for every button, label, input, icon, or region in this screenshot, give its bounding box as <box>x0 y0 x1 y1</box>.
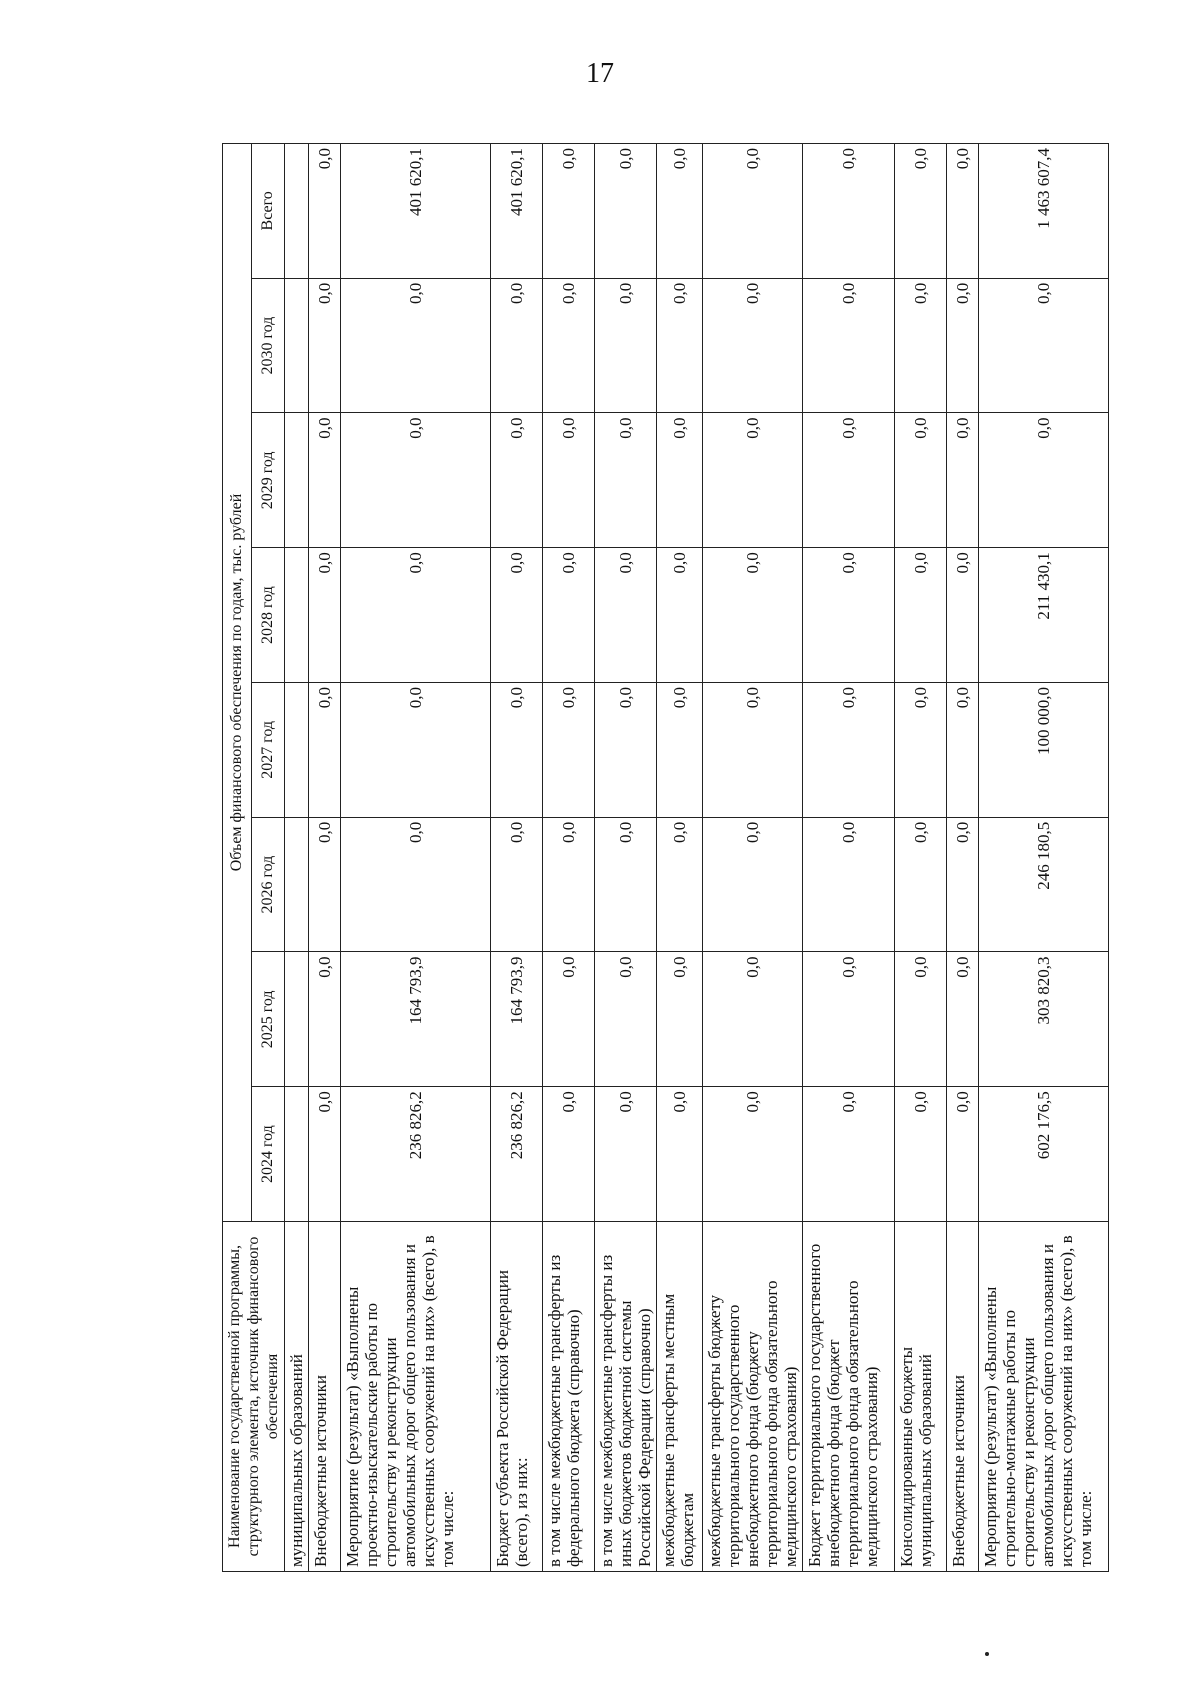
row-label: Консолидированные бюджеты муниципальных образований <box>895 1222 947 1572</box>
row-value: 0,0 <box>543 683 595 818</box>
row-label: Внебюджетные источники <box>309 1222 341 1572</box>
row-value <box>285 278 309 413</box>
row-value: 0,0 <box>341 548 491 683</box>
row-value: 0,0 <box>309 683 341 818</box>
row-value <box>285 1087 309 1222</box>
row-value: 0,0 <box>895 143 947 278</box>
table-row <box>803 143 895 1571</box>
row-value: 0,0 <box>703 278 803 413</box>
row-value: 0,0 <box>543 278 595 413</box>
header-year-2024: 2024 год <box>251 1087 284 1222</box>
row-value: 0,0 <box>979 278 1109 413</box>
header-year-2025: 2025 год <box>251 952 284 1087</box>
header-total: Всего <box>251 143 284 278</box>
row-value: 0,0 <box>947 952 979 1087</box>
row-value: 0,0 <box>657 683 703 818</box>
table-row <box>309 143 341 1571</box>
table-row <box>947 143 979 1571</box>
row-label: муниципальных образований <box>285 1222 309 1572</box>
row-value: 0,0 <box>803 413 895 548</box>
row-value: 0,0 <box>309 1087 341 1222</box>
row-value: 0,0 <box>543 143 595 278</box>
row-value: 246 180,5 <box>979 817 1109 952</box>
row-value: 0,0 <box>595 952 657 1087</box>
row-value: 0,0 <box>947 683 979 818</box>
row-value: 0,0 <box>657 548 703 683</box>
row-value: 0,0 <box>309 548 341 683</box>
header-name-column: Наименование государственной программы, структурного элемента, источник финансового обеспечения <box>223 1222 285 1572</box>
row-value: 0,0 <box>543 413 595 548</box>
row-value: 0,0 <box>895 952 947 1087</box>
row-value <box>285 952 309 1087</box>
row-value: 0,0 <box>895 413 947 548</box>
header-year-2029: 2029 год <box>251 413 284 548</box>
row-label: Внебюджетные источники <box>947 1222 979 1572</box>
row-value: 0,0 <box>895 1087 947 1222</box>
row-value: 236 826,2 <box>491 1087 543 1222</box>
table-row <box>979 143 1109 1571</box>
row-value: 0,0 <box>595 1087 657 1222</box>
row-value: 164 793,9 <box>491 952 543 1087</box>
row-value: 0,0 <box>657 952 703 1087</box>
row-value: 0,0 <box>595 548 657 683</box>
row-value: 0,0 <box>491 278 543 413</box>
row-value: 0,0 <box>341 683 491 818</box>
table-row <box>595 143 657 1571</box>
table-row <box>341 143 491 1571</box>
row-value: 0,0 <box>703 548 803 683</box>
row-value: 0,0 <box>595 413 657 548</box>
header-volume-group: Объем финансового обеспечения по годам, тыс. рублей <box>223 143 252 1221</box>
row-value: 0,0 <box>703 143 803 278</box>
row-value: 0,0 <box>703 1087 803 1222</box>
row-value: 0,0 <box>895 548 947 683</box>
row-label: Мероприятие (результат) «Выполнены проектно-изыскательские работы по строительству и реконструкции автомобильных дорог общего пользования и искусственных сооружений на них» (всего), в том числе: <box>341 1222 491 1572</box>
row-value: 0,0 <box>595 817 657 952</box>
row-value: 236 826,2 <box>341 1087 491 1222</box>
row-label: в том числе межбюджетные трансферты из иных бюджетов бюджетной системы Российской Федерации (справочно) <box>595 1222 657 1572</box>
row-label: Мероприятие (результат) «Выполнены строительно-монтажные работы по строительству и реконструкции автомобильных дорог общего пользования и искусственных сооружений на них» (всего), в том числе: <box>979 1222 1109 1572</box>
row-value: 0,0 <box>947 413 979 548</box>
row-value: 0,0 <box>491 683 543 818</box>
row-value: 0,0 <box>341 817 491 952</box>
row-value: 211 430,1 <box>979 548 1109 683</box>
row-value: 0,0 <box>309 952 341 1087</box>
row-value: 0,0 <box>803 1087 895 1222</box>
row-value: 0,0 <box>803 143 895 278</box>
row-value: 0,0 <box>309 143 341 278</box>
row-value: 0,0 <box>543 1087 595 1222</box>
row-value: 0,0 <box>491 817 543 952</box>
row-value: 0,0 <box>657 278 703 413</box>
row-value <box>285 817 309 952</box>
header-year-2030: 2030 год <box>251 278 284 413</box>
row-value <box>285 683 309 818</box>
row-value: 0,0 <box>309 278 341 413</box>
row-value: 602 176,5 <box>979 1087 1109 1222</box>
row-value: 0,0 <box>803 817 895 952</box>
row-value: 401 620,1 <box>491 143 543 278</box>
row-value: 303 820,3 <box>979 952 1109 1087</box>
row-value: 1 463 607,4 <box>979 143 1109 278</box>
row-value: 0,0 <box>947 278 979 413</box>
header-year-2028: 2028 год <box>251 548 284 683</box>
row-value: 0,0 <box>595 683 657 818</box>
row-value: 0,0 <box>947 817 979 952</box>
row-value: 0,0 <box>895 817 947 952</box>
row-label: межбюджетные трансферты местным бюджетам <box>657 1222 703 1572</box>
row-value: 401 620,1 <box>341 143 491 278</box>
row-value: 0,0 <box>947 1087 979 1222</box>
row-value: 0,0 <box>657 413 703 548</box>
header-year-2027: 2027 год <box>251 683 284 818</box>
row-value: 0,0 <box>703 683 803 818</box>
row-value: 0,0 <box>543 548 595 683</box>
row-value: 0,0 <box>657 817 703 952</box>
row-label: Бюджет субъекта Российской Федерации (всего), из них: <box>491 1222 543 1572</box>
table-row <box>895 143 947 1571</box>
row-value: 164 793,9 <box>341 952 491 1087</box>
row-value: 0,0 <box>803 548 895 683</box>
row-value: 0,0 <box>979 413 1109 548</box>
row-value: 0,0 <box>803 952 895 1087</box>
row-value: 0,0 <box>543 817 595 952</box>
row-value: 0,0 <box>657 1087 703 1222</box>
row-label: Бюджет территориального государственного внебюджетного фонда (бюджет территориального фонда обязательного медицинского страхования) <box>803 1222 895 1572</box>
table-row <box>285 143 309 1571</box>
row-value: 0,0 <box>803 278 895 413</box>
row-value <box>285 548 309 683</box>
row-value <box>285 413 309 548</box>
row-value <box>285 143 309 278</box>
row-value: 0,0 <box>703 413 803 548</box>
row-value: 0,0 <box>543 952 595 1087</box>
financing-table-rotated <box>222 144 1095 1572</box>
row-value: 0,0 <box>803 683 895 818</box>
financing-table <box>222 143 1109 1572</box>
row-value: 0,0 <box>657 143 703 278</box>
row-value: 0,0 <box>309 817 341 952</box>
row-value: 0,0 <box>947 548 979 683</box>
row-label: в том числе межбюджетные трансферты из федерального бюджета (справочно) <box>543 1222 595 1572</box>
table-row <box>543 143 595 1571</box>
row-value: 0,0 <box>341 413 491 548</box>
table-row <box>703 143 803 1571</box>
header-year-2026: 2026 год <box>251 817 284 952</box>
row-value: 0,0 <box>703 817 803 952</box>
page-number: 17 <box>586 58 614 89</box>
row-value: 0,0 <box>895 683 947 818</box>
row-value: 0,0 <box>947 143 979 278</box>
scan-speck <box>985 1652 989 1656</box>
row-value: 0,0 <box>595 143 657 278</box>
row-value: 0,0 <box>491 548 543 683</box>
table-row <box>657 143 703 1571</box>
row-value: 0,0 <box>309 413 341 548</box>
row-value: 0,0 <box>491 413 543 548</box>
table-row <box>491 143 543 1571</box>
row-value: 0,0 <box>341 278 491 413</box>
row-value: 0,0 <box>703 952 803 1087</box>
row-value: 0,0 <box>895 278 947 413</box>
row-value: 0,0 <box>595 278 657 413</box>
table-body <box>285 143 1109 1571</box>
row-label: межбюджетные трансферты бюджету территориального государственного внебюджетного фонда (бюджету территориального фонда обязательного медицинского страхования) <box>703 1222 803 1572</box>
row-value: 100 000,0 <box>979 683 1109 818</box>
